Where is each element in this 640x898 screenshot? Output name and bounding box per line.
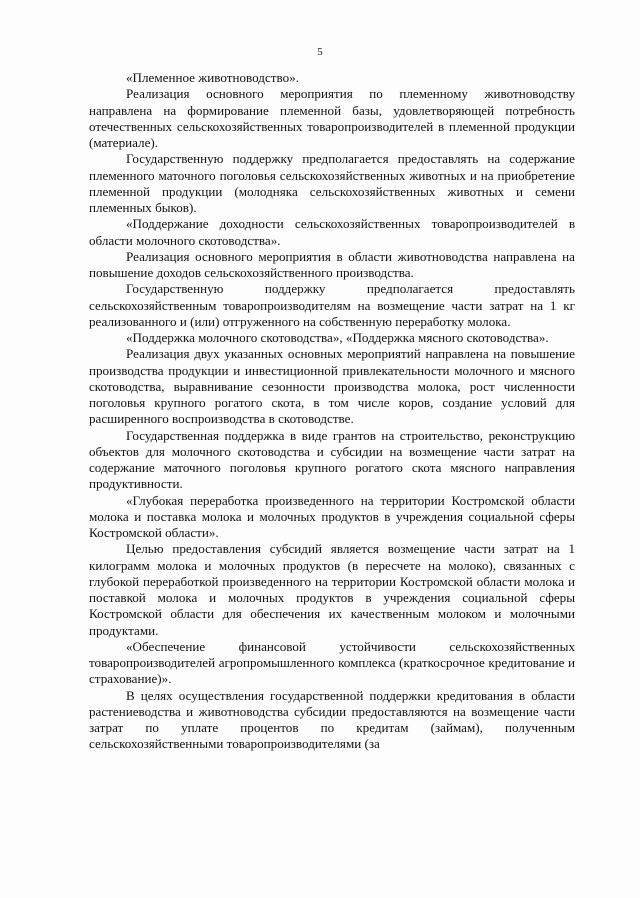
paragraph-title-breeding: «Племенное животноводство». bbox=[126, 70, 299, 85]
paragraph-title-financial-stability: «Обеспечение финансовой устойчивости сельскохозяйственных товаропроизводителей агропромышленного комплекса (краткосрочное кредитование и страхование)». bbox=[89, 638, 575, 687]
paragraph: Государственная поддержка в виде грантов на строительство, реконструкцию объектов для молочного скотоводства и субсидии на возмещение части затрат на содержание маточного поголовья крупного рогатого скота мясного направления продуктивности. bbox=[89, 427, 575, 492]
paragraph: Реализация двух указанных основных мероприятий направлена на повышение производства продукции и инвестиционной привлекательности молочного и мясного скотоводства, выравнивание сезонности производства молока, рост численности поголовья крупного рогатого скота, в том числе коров, создание условий для расширенного воспроизводства в скотоводстве. bbox=[89, 346, 575, 427]
paragraph: Государственную поддержку предполагается предоставлять сельскохозяйственным товаропроизводителям на возмещение части затрат на 1 кг реализованного и (или) отгруженного на собственную переработку молока. bbox=[89, 281, 575, 329]
paragraph-title-milk-processing: «Глубокая переработка произведенного на территории Костромской области молока и поставка молока и молочных продуктов в учреждения социальной сферы Костромской области». bbox=[89, 492, 575, 540]
paragraph: Реализация основного мероприятия по племенному животноводству направлена на формирование племенной базы, удовлетворяющей потребность отечественных сельскохозяйственных товаропроизводителей в племенной продукции (материале). bbox=[89, 86, 575, 150]
paragraph: В целях осуществления государственной поддержки кредитования в области растениеводства и животноводства субсидии предоставляются на возмещение части затрат по уплате процентов по кредитам (займам), полученным сельскохозяйственными товаропроизводителями (за bbox=[89, 687, 575, 752]
paragraph: Целью предоставления субсидий является возмещение части затрат на 1 килограмм молока и молочных продуктов (в пересчете на молоко), связанных с глубокой переработкой произведенного на территории Костромской области молока и поставкой молока и молочных продуктов в учреждения социальной сферы Костромской области для обеспечения их качественным молоком и молочными продуктами. bbox=[89, 541, 575, 638]
paragraph: Государственную поддержку предполагается предоставлять на содержание племенного маточного поголовья сельскохозяйственных животных и на приобретение племенной продукции (молодняка сельскохозяйственных животных и семени племенных быков). bbox=[89, 151, 575, 215]
page-number: 5 bbox=[317, 46, 323, 58]
paragraph-title-cattle: «Поддержка молочного скотоводства», «Поддержка мясного скотоводства». bbox=[126, 330, 549, 345]
paragraph-title-dairy-income: «Поддержание доходности сельскохозяйственных товаропроизводителей в области молочного скотоводства». bbox=[89, 216, 575, 248]
document-body bbox=[89, 70, 575, 753]
paragraph: Реализация основного мероприятия в области животноводства направлена на повышение доходов сельскохозяйственного производства. bbox=[89, 248, 575, 280]
